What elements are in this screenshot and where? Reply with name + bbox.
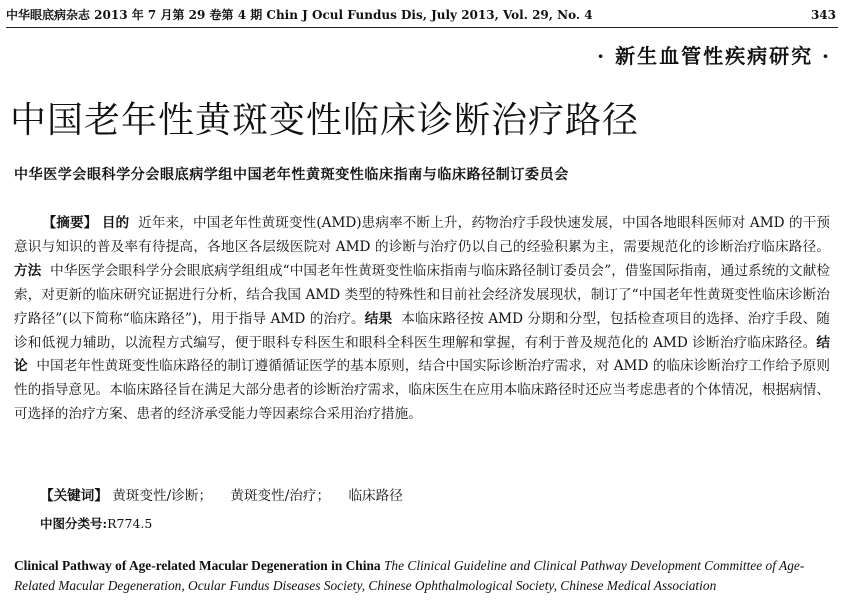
clc-label: 中图分类号: (40, 516, 108, 531)
page-number: 343 (810, 8, 836, 22)
english-title-block (14, 556, 834, 596)
keyword-item: 黄斑变性/诊断； (112, 488, 213, 504)
running-header (6, 6, 836, 24)
article-title: 中国老年性黄斑变性临床诊断治疗路径 (10, 100, 640, 141)
article-authors: 中华医学会眼科学分会眼底病学组中国老年性黄斑变性临床指南与临床路径制订委员会 (14, 167, 569, 183)
conclusion-text: 中国老年性黄斑变性临床路径的制订遵循循证医学的基本原则，结合中国实际诊断治疗需求，对 AMD 的临床诊断治疗工作给予原则性的指导意见。本临床路径旨在满足大部分患者的诊断治疗需求，临床医生在应用本临床路径时还应当考虑患者的个体情况，根据病情、可选择的治疗方案、患者的经济承受能力等因素综合采用治疗措施。 (14, 358, 831, 423)
keyword-item: 临床路径 (348, 488, 403, 504)
results-text: 本临床路径按 AMD 分期和分型，包括检查项目的选择、治疗手段、随诊和低视力辅助，以流程方式编写，便于眼科专科医生和眼科全科医生理解和掌握，有利于普及规范化的 AMD 诊断治疗临床路径。 (14, 310, 831, 351)
column-title: · 新生血管性疾病研究 · (597, 44, 831, 68)
classification-number (40, 514, 152, 532)
english-title: Clinical Pathway of Age-related Macular Degeneration in China (14, 558, 381, 573)
objective-text: 近年来，中国老年性黄斑变性(AMD)患病率不断上升，药物治疗手段快速发展，中国各地眼科医师对 AMD 的干预意识与知识的普及率有待提高，各地区各层级医院对 AMD 的诊断与治疗仍以自己的经验积累为主，需要规范化的诊断治疗临床路径。 (14, 215, 831, 255)
abstract-label: 【摘要】 (42, 215, 98, 231)
results-label: 结果 (364, 310, 393, 327)
methods-text: 中华医学会眼科学分会眼底病学组组成“中国老年性黄斑变性临床指南与临床路径制订委员会”，借鉴国际指南，通过系统的文献检索，对更新的临床研究证据进行分析，结合我国 AMD 类型的特殊性和目前社会经济发展现状，制订了“中国老年性黄斑变性临床诊断治疗路径”(以下简称“临床路径”)，用于指导 AMD 的治疗。 (14, 262, 830, 327)
header-rule (6, 27, 838, 28)
clc-value: R774.5 (107, 516, 153, 531)
conclusion-label: 结论 (14, 334, 830, 375)
keywords (40, 484, 417, 504)
keywords-label: 【关键词】 (40, 488, 108, 504)
keyword-item: 黄斑变性/治疗； (230, 488, 331, 504)
methods-label: 方法 (14, 262, 42, 279)
english-authors: The Clinical Guideline and Clinical Pathway Development Committee of Age-Related Macular Degeneration, Ocular Fundus Diseases Society, Chinese Ophthalmological Society, Chinese Medical Association (14, 558, 805, 593)
objective-label: 目的 (101, 215, 130, 231)
journal-citation: 中华眼底病杂志 2013 年 7 月第 29 卷第 4 期 Chin J Ocul Fundus Dis, July 2013, Vol. 29, No. 4 (6, 8, 593, 22)
abstract (14, 212, 830, 427)
